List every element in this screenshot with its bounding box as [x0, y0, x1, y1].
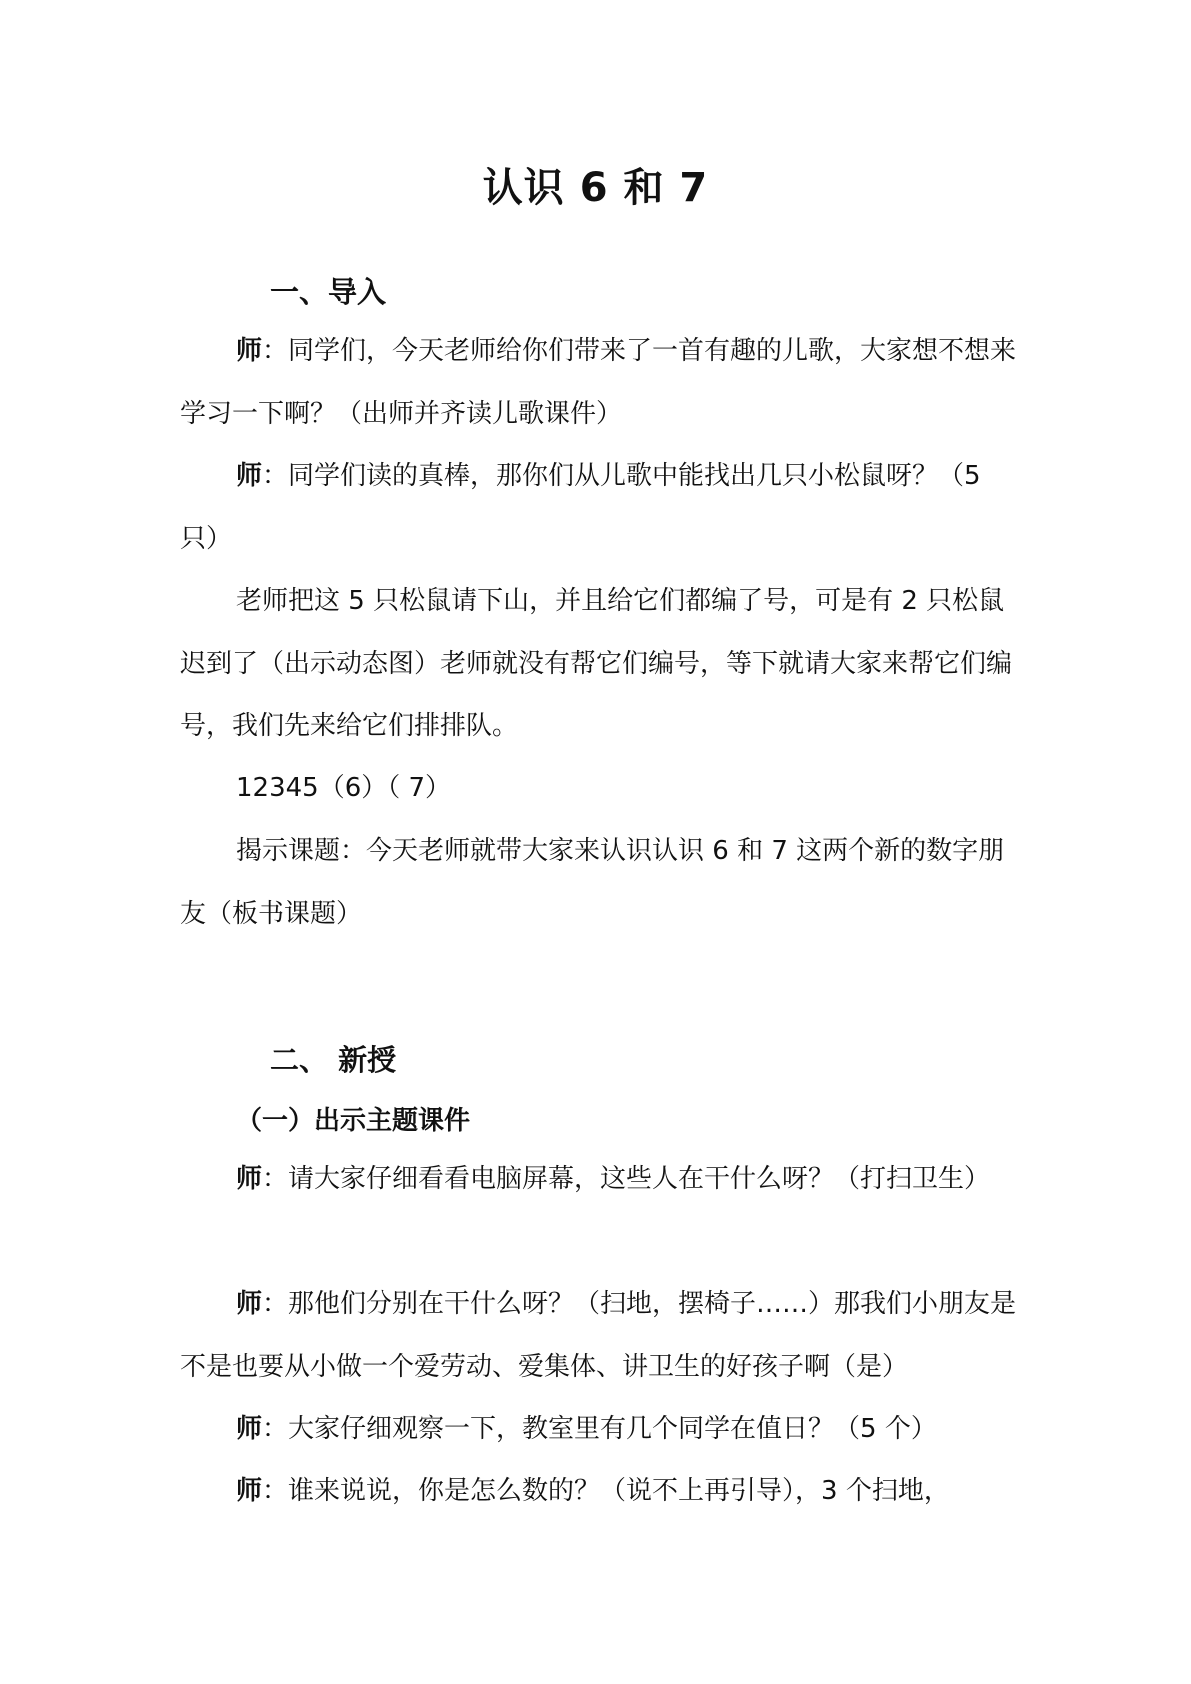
subsection-heading: （一）出示主题课件	[236, 1106, 471, 1136]
paragraph-text: 揭示课题：今天老师就带大家来认识认识 6 和 7 这两个新的数字朋友（板书课题）	[180, 836, 1005, 929]
paragraph-text: ：大家仔细观察一下，教室里有几个同学在值日？（5 个）	[262, 1414, 937, 1444]
paragraph	[180, 757, 1020, 820]
paragraph-text: ：谁来说说，你是怎么数的？（说不上再引导），3 个扫地，	[262, 1476, 950, 1506]
paragraph-text: ：那他们分别在干什么呀？（扫地，摆椅子……）那我们小朋友是不是也要从小做一个爱劳动、爱集体、讲卫生的好孩子啊（是）	[180, 1289, 1017, 1382]
paragraph-text: ：同学们，今天老师给你们带来了一首有趣的儿歌，大家想不想来学习一下啊？（出师并齐读儿歌课件）	[180, 336, 1017, 429]
paragraph	[180, 445, 1020, 570]
paragraph	[180, 1148, 1020, 1211]
speaker-label: 师	[236, 1476, 263, 1506]
paragraph	[180, 1460, 1020, 1523]
document-title: 认识 6 和 7	[482, 165, 709, 211]
paragraph	[180, 1273, 1020, 1398]
section-heading-intro: 一、导入	[270, 275, 387, 309]
paragraph-text: 老师把这 5 只松鼠请下山，并且给它们都编了号，可是有 2 只松鼠迟到了（出示动态图）老师就没有帮它们编号，等下就请大家来帮它们编号，我们先来给它们排排队。	[180, 586, 1013, 741]
paragraph-text: 12345（6）（ 7）	[236, 773, 452, 803]
speaker-label: 师	[236, 336, 263, 366]
paragraph	[180, 570, 1020, 758]
section-heading-new: 二、 新授	[270, 1043, 397, 1077]
speaker-label: 师	[236, 1164, 263, 1194]
speaker-label: 师	[236, 461, 263, 491]
paragraph	[180, 320, 1020, 445]
paragraph-text: ：同学们读的真棒，那你们从儿歌中能找出几只小松鼠呀？（5 只）	[180, 461, 981, 554]
paragraph	[180, 820, 1020, 945]
speaker-label: 师	[236, 1414, 263, 1444]
paragraph-text: ：请大家仔细看看电脑屏幕，这些人在干什么呀？（打扫卫生）	[262, 1164, 991, 1194]
paragraph	[180, 1398, 1020, 1461]
speaker-label: 师	[236, 1289, 263, 1319]
